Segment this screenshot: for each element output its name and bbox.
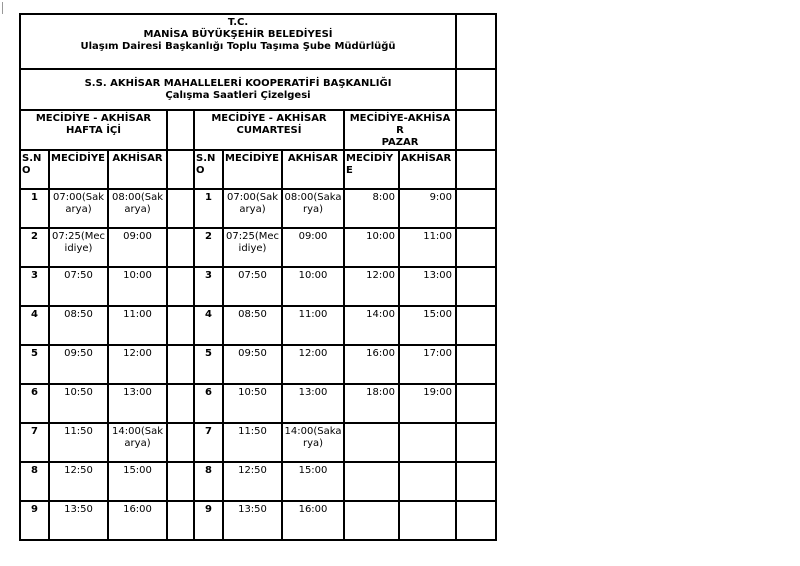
schedule-table bbox=[19, 13, 497, 541]
row-akhisar-weekday: 16:00 bbox=[108, 501, 167, 540]
row-sno-saturday: 8 bbox=[194, 462, 223, 501]
row-sno-saturday: 5 bbox=[194, 345, 223, 384]
header-line-municipality: MANİSA BÜYÜKŞEHİR BELEDİYESİ bbox=[143, 29, 333, 40]
row-akhisar-saturday: 09:00 bbox=[282, 228, 344, 267]
row-mecidiye-weekday: 11:50 bbox=[49, 423, 108, 462]
row-sno-saturday: 2 bbox=[194, 228, 223, 267]
col-header-akhisar-sunday: AKHİSAR bbox=[399, 150, 456, 189]
col-header-mecidiye-sunday: MECİDİYE bbox=[344, 150, 399, 189]
row-sno-weekday: 7 bbox=[20, 423, 49, 462]
header-title-block bbox=[20, 14, 456, 69]
row-sno-weekday: 6 bbox=[20, 384, 49, 423]
row-akhisar-sunday: 11:00 bbox=[399, 228, 456, 267]
row-mecidiye-weekday: 12:50 bbox=[49, 462, 108, 501]
row-sno-saturday: 7 bbox=[194, 423, 223, 462]
row-mecidiye-saturday: 07:00(Sakarya) bbox=[223, 189, 282, 228]
row-akhisar-saturday: 13:00 bbox=[282, 384, 344, 423]
row-mecidiye-sunday: 14:00 bbox=[344, 306, 399, 345]
row-gap-cell bbox=[167, 462, 194, 501]
row-mecidiye-sunday bbox=[344, 462, 399, 501]
table-row bbox=[20, 384, 496, 423]
row-sno-saturday: 4 bbox=[194, 306, 223, 345]
table-row bbox=[20, 228, 496, 267]
table-row bbox=[20, 345, 496, 384]
row-gap-cell bbox=[167, 423, 194, 462]
row-sno-saturday: 9 bbox=[194, 501, 223, 540]
row-sno-weekday: 8 bbox=[20, 462, 49, 501]
row-mecidiye-weekday: 07:25(Mecidiye) bbox=[49, 228, 108, 267]
row-side-cell bbox=[456, 189, 496, 228]
header-side-cell-2 bbox=[456, 69, 496, 110]
row-gap-cell bbox=[167, 306, 194, 345]
header-line-tc: T.C. bbox=[227, 17, 249, 28]
section-weekday-day: HAFTA İÇİ bbox=[66, 125, 121, 136]
row-akhisar-saturday: 14:00(Sakarya) bbox=[282, 423, 344, 462]
row-mecidiye-sunday bbox=[344, 423, 399, 462]
row-mecidiye-saturday: 07:25(Mecidiye) bbox=[223, 228, 282, 267]
col-header-sno-weekday: S.NO bbox=[20, 150, 49, 189]
col-header-side bbox=[456, 150, 496, 189]
row-akhisar-saturday: 12:00 bbox=[282, 345, 344, 384]
row-side-cell bbox=[456, 462, 496, 501]
row-akhisar-sunday bbox=[399, 462, 456, 501]
row-akhisar-sunday: 19:00 bbox=[399, 384, 456, 423]
row-akhisar-sunday: 15:00 bbox=[399, 306, 456, 345]
row-gap-cell bbox=[167, 345, 194, 384]
col-header-akhisar-saturday: AKHİSAR bbox=[282, 150, 344, 189]
header-line-department: Ulaşım Dairesi Başkanlığı Toplu Taşıma Şube Müdürlüğü bbox=[80, 41, 396, 52]
row-mecidiye-saturday: 12:50 bbox=[223, 462, 282, 501]
row-akhisar-weekday: 15:00 bbox=[108, 462, 167, 501]
row-sno-saturday: 1 bbox=[194, 189, 223, 228]
table-row bbox=[20, 306, 496, 345]
row-side-cell bbox=[456, 228, 496, 267]
row-side-cell bbox=[456, 501, 496, 540]
row-mecidiye-sunday: 18:00 bbox=[344, 384, 399, 423]
page-corner-mark bbox=[2, 2, 4, 14]
row-akhisar-saturday: 08:00(Sakarya) bbox=[282, 189, 344, 228]
row-mecidiye-sunday: 8:00 bbox=[344, 189, 399, 228]
row-gap-cell bbox=[167, 267, 194, 306]
col-header-sno-saturday: S.NO bbox=[194, 150, 223, 189]
row-gap-cell bbox=[167, 228, 194, 267]
row-mecidiye-sunday bbox=[344, 501, 399, 540]
row-mecidiye-weekday: 13:50 bbox=[49, 501, 108, 540]
section-sunday-route: MECİDİYE-AKHİSAR bbox=[349, 113, 451, 136]
header-line-schedule-title: Çalışma Saatleri Çizelgesi bbox=[165, 89, 311, 101]
table-row bbox=[20, 501, 496, 540]
row-akhisar-sunday: 13:00 bbox=[399, 267, 456, 306]
row-akhisar-sunday bbox=[399, 423, 456, 462]
row-akhisar-sunday: 17:00 bbox=[399, 345, 456, 384]
section-sunday-day: PAZAR bbox=[381, 137, 419, 148]
table-row bbox=[20, 462, 496, 501]
col-header-gap bbox=[167, 150, 194, 189]
section-gap-cell bbox=[167, 110, 194, 150]
row-mecidiye-weekday: 10:50 bbox=[49, 384, 108, 423]
row-mecidiye-saturday: 07:50 bbox=[223, 267, 282, 306]
row-side-cell bbox=[456, 345, 496, 384]
row-sno-saturday: 6 bbox=[194, 384, 223, 423]
section-weekday bbox=[20, 110, 167, 150]
row-sno-weekday: 2 bbox=[20, 228, 49, 267]
row-akhisar-saturday: 16:00 bbox=[282, 501, 344, 540]
row-gap-cell bbox=[167, 501, 194, 540]
header-side-cell bbox=[456, 14, 496, 69]
row-mecidiye-sunday: 16:00 bbox=[344, 345, 399, 384]
row-sno-saturday: 3 bbox=[194, 267, 223, 306]
row-mecidiye-saturday: 13:50 bbox=[223, 501, 282, 540]
row-akhisar-weekday: 10:00 bbox=[108, 267, 167, 306]
row-mecidiye-sunday: 10:00 bbox=[344, 228, 399, 267]
section-sunday bbox=[344, 110, 456, 150]
row-sno-weekday: 5 bbox=[20, 345, 49, 384]
row-side-cell bbox=[456, 384, 496, 423]
row-mecidiye-weekday: 07:00(Sakarya) bbox=[49, 189, 108, 228]
row-akhisar-saturday: 11:00 bbox=[282, 306, 344, 345]
row-akhisar-weekday: 08:00(Sakarya) bbox=[108, 189, 167, 228]
table-row bbox=[20, 267, 496, 306]
table-row bbox=[20, 189, 496, 228]
row-mecidiye-saturday: 11:50 bbox=[223, 423, 282, 462]
row-mecidiye-weekday: 07:50 bbox=[49, 267, 108, 306]
row-akhisar-saturday: 10:00 bbox=[282, 267, 344, 306]
row-akhisar-weekday: 09:00 bbox=[108, 228, 167, 267]
section-weekday-route: MECİDİYE - AKHİSAR bbox=[35, 113, 152, 124]
col-header-mecidiye-weekday: MECİDİYE bbox=[49, 150, 108, 189]
col-header-akhisar-weekday: AKHİSAR bbox=[108, 150, 167, 189]
section-side-cell bbox=[456, 110, 496, 150]
row-sno-weekday: 3 bbox=[20, 267, 49, 306]
row-akhisar-saturday: 15:00 bbox=[282, 462, 344, 501]
row-akhisar-weekday: 11:00 bbox=[108, 306, 167, 345]
row-mecidiye-saturday: 10:50 bbox=[223, 384, 282, 423]
col-header-mecidiye-saturday: MECİDİYE bbox=[223, 150, 282, 189]
row-sno-weekday: 1 bbox=[20, 189, 49, 228]
header-line-cooperative: S.S. AKHİSAR MAHALLELERİ KOOPERATİFİ BAŞKANLIĞI bbox=[84, 77, 392, 89]
row-akhisar-weekday: 12:00 bbox=[108, 345, 167, 384]
row-side-cell bbox=[456, 267, 496, 306]
row-mecidiye-saturday: 09:50 bbox=[223, 345, 282, 384]
row-akhisar-sunday: 9:00 bbox=[399, 189, 456, 228]
row-sno-weekday: 4 bbox=[20, 306, 49, 345]
section-saturday-day: CUMARTESİ bbox=[236, 125, 302, 136]
section-saturday-route: MECİDİYE - AKHİSAR bbox=[211, 113, 327, 124]
row-gap-cell bbox=[167, 384, 194, 423]
row-mecidiye-weekday: 08:50 bbox=[49, 306, 108, 345]
section-saturday bbox=[194, 110, 344, 150]
header-cooperative-block bbox=[20, 69, 456, 110]
row-akhisar-sunday bbox=[399, 501, 456, 540]
row-akhisar-weekday: 14:00(Sakarya) bbox=[108, 423, 167, 462]
row-mecidiye-sunday: 12:00 bbox=[344, 267, 399, 306]
row-mecidiye-weekday: 09:50 bbox=[49, 345, 108, 384]
row-sno-weekday: 9 bbox=[20, 501, 49, 540]
table-row bbox=[20, 423, 496, 462]
row-gap-cell bbox=[167, 189, 194, 228]
row-mecidiye-saturday: 08:50 bbox=[223, 306, 282, 345]
row-akhisar-weekday: 13:00 bbox=[108, 384, 167, 423]
row-side-cell bbox=[456, 306, 496, 345]
row-side-cell bbox=[456, 423, 496, 462]
